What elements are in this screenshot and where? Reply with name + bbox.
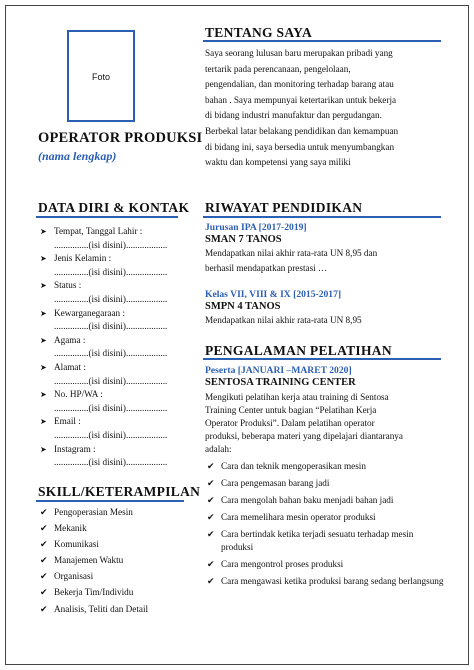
- training-period: Peserta [JANUARI –MARET 2020]: [205, 365, 352, 376]
- checkmark-icon: ✔: [207, 576, 215, 586]
- checkmark-icon: ✔: [207, 495, 215, 505]
- full-name-placeholder: (nama lengkap): [38, 149, 117, 163]
- arrow-icon: ➤: [40, 335, 47, 345]
- skill-label: Organisasi: [54, 571, 94, 582]
- training-desc-line: Mengikuti pelatihan kerja atau training di Sentosa: [205, 392, 389, 402]
- skill-label: Manajemen Waktu: [54, 555, 124, 566]
- skill-item: [40, 585, 190, 601]
- arrow-icon: ➤: [40, 281, 47, 291]
- field-label: No. HP/WA :: [54, 389, 103, 400]
- job-title: OPERATOR PRODUKSI: [38, 130, 203, 146]
- education-period: Jurusan IPA [2017-2019]: [205, 222, 307, 233]
- field-label: Agama :: [54, 334, 86, 345]
- skill-item: [40, 505, 190, 521]
- arrow-icon: ➤: [40, 362, 47, 372]
- personal-heading: DATA DIRI & KONTAK: [38, 200, 190, 215]
- about-text: [205, 46, 443, 171]
- skill-item: [40, 553, 190, 569]
- topic-label: Cara mengawasi ketika produksi barang sedang berlangsung: [221, 576, 444, 586]
- training-desc: [205, 391, 445, 456]
- field-value: ...............(isi disini)..................: [54, 321, 168, 332]
- about-line: di bidang industri manufaktur dan pergudangan.: [205, 110, 382, 121]
- training-rule: [203, 358, 441, 360]
- about-line: bahan . Saya mempunyai ketertarikan untuk bekerja: [205, 94, 397, 105]
- personal-rule: [36, 216, 178, 218]
- checkmark-icon: ✔: [207, 461, 215, 471]
- field-address: [40, 361, 190, 388]
- training-topic: [205, 477, 445, 490]
- skills-rule: [36, 500, 184, 502]
- education-period: Kelas VII, VIII & IX [2015-2017]: [205, 289, 342, 300]
- field-value: ...............(isi disini)..................: [54, 429, 168, 440]
- field-status: [40, 279, 190, 306]
- education-school: SMPN 4 TANOS: [205, 301, 281, 312]
- about-line: di bidang ini, saya bersedia untuk menyumbangkan: [205, 141, 395, 152]
- field-value: ...............(isi disini)..................: [54, 239, 168, 250]
- checkmark-icon: ✔: [207, 529, 215, 539]
- education-heading: RIWAYAT PENDIDIKAN: [205, 200, 363, 215]
- training-topics: [205, 460, 445, 588]
- arrow-icon: ➤: [40, 227, 47, 236]
- field-value: ...............(isi disini)..................: [54, 266, 168, 277]
- photo-label: Foto: [91, 72, 110, 82]
- training-desc-line: adalah:: [205, 444, 232, 454]
- checkmark-icon: ✔: [40, 587, 48, 598]
- field-gender: [40, 252, 190, 279]
- field-value: ...............(isi disini)..................: [54, 457, 168, 468]
- education-entry: [205, 222, 377, 275]
- skill-label: Analisis, Teliti dan Detail: [54, 603, 149, 614]
- education-entry: [205, 289, 362, 327]
- topic-label: Cara memelihara mesin operator produksi: [221, 512, 376, 522]
- skill-label: Mekanik: [54, 523, 87, 534]
- field-nationality: [40, 307, 190, 334]
- checkmark-icon: ✔: [40, 507, 48, 517]
- field-value: ...............(isi disini)..................: [54, 293, 168, 304]
- field-label: Jenis Kelamin :: [54, 253, 112, 264]
- checkmark-icon: ✔: [40, 539, 48, 550]
- skill-label: Pengoperasian Mesin: [54, 507, 133, 517]
- skill-item: [40, 602, 190, 618]
- about-rule: [203, 40, 441, 42]
- field-email: [40, 415, 190, 442]
- training-desc-line: produksi, beberapa materi yang dipelajari diantaranya: [205, 431, 403, 441]
- skill-label: Komunikasi: [54, 539, 99, 550]
- training-topic: [205, 528, 445, 554]
- field-label: Email :: [54, 416, 81, 427]
- checkmark-icon: ✔: [40, 523, 48, 534]
- field-phone: [40, 388, 190, 415]
- training-topic: [205, 460, 445, 473]
- topic-label: Cara pengemasan barang jadi: [221, 478, 330, 488]
- about-line: Saya seorang lulusan baru merupakan pribadi yang: [205, 48, 393, 58]
- education-school: SMAN 7 TANOS: [205, 234, 282, 245]
- training-desc-line: Operator Produksi”. Dalam pelatihan operator: [205, 418, 375, 428]
- personal-fields: [40, 225, 190, 470]
- training-topic: [205, 494, 445, 507]
- checkmark-icon: ✔: [207, 478, 215, 488]
- arrow-icon: ➤: [40, 444, 47, 454]
- topic-label: Cara mengontrol proses produksi: [221, 559, 344, 569]
- field-value: ...............(isi disini)..................: [54, 402, 168, 413]
- topic-label: Cara mengolah bahan baku menjadi bahan jadi: [221, 495, 394, 505]
- education-desc-line: Mendapatkan nilai akhir rata-rata UN 8,95: [205, 315, 362, 325]
- field-label: Kewarganegaraan :: [54, 307, 125, 318]
- topic-label: Cara dan teknik mengoperasikan mesin: [221, 461, 366, 471]
- field-label: Status :: [54, 280, 82, 291]
- skill-item: [40, 537, 190, 553]
- about-line: pengendalian, dan monitoring terhadap barang atau: [205, 79, 394, 90]
- checkmark-icon: ✔: [40, 555, 48, 566]
- skills-list: [40, 505, 190, 618]
- field-value: ...............(isi disini)..................: [54, 348, 168, 359]
- about-heading: TENTANG SAYA: [205, 25, 313, 40]
- training-topic: [205, 511, 445, 524]
- skill-label: Bekerja Tim/Individu: [54, 587, 134, 598]
- photo-placeholder: [67, 30, 135, 122]
- field-birth: [40, 225, 190, 252]
- education-rule: [203, 216, 441, 218]
- checkmark-icon: ✔: [207, 559, 215, 569]
- field-label: Instagram :: [54, 443, 96, 454]
- about-line: tertarik pada perencanaan, pengelolaan,: [205, 63, 351, 74]
- topic-label: Cara bertindak ketika terjadi sesuatu terhadap mesin produksi: [221, 529, 414, 552]
- arrow-icon: ➤: [40, 308, 47, 318]
- about-line: Berbekal latar belakang pendidikan dan kemampuan: [205, 125, 399, 136]
- training-section: [205, 365, 445, 592]
- field-label: Alamat :: [54, 361, 86, 372]
- checkmark-icon: ✔: [40, 603, 48, 614]
- checkmark-icon: ✔: [40, 571, 48, 582]
- checkmark-icon: ✔: [207, 512, 215, 522]
- training-topic: [205, 575, 445, 588]
- training-center: SENTOSA TRAINING CENTER: [205, 377, 356, 388]
- about-line: waktu dan kompetensi yang saya miliki: [205, 157, 351, 168]
- skill-item: [40, 569, 190, 585]
- arrow-icon: ➤: [40, 254, 47, 264]
- field-value: ...............(isi disini)..................: [54, 375, 168, 386]
- skill-item: [40, 521, 190, 537]
- training-topic: [205, 558, 445, 571]
- field-label: Tempat, Tanggal Lahir :: [54, 226, 143, 236]
- skills-heading: SKILL/KETERAMPILAN: [38, 484, 201, 499]
- education-desc-line: berhasil mendapatkan prestasi …: [205, 263, 328, 273]
- arrow-icon: ➤: [40, 390, 47, 400]
- arrow-icon: ➤: [40, 417, 47, 427]
- training-heading: PENGALAMAN PELATIHAN: [205, 343, 392, 358]
- field-religion: [40, 334, 190, 361]
- field-instagram: [40, 443, 190, 470]
- education-desc-line: Mendapatkan nilai akhir rata-rata UN 8,95 dan: [205, 248, 378, 258]
- training-desc-line: Training Center untuk bagian “Pelatihan Kerja: [205, 405, 377, 415]
